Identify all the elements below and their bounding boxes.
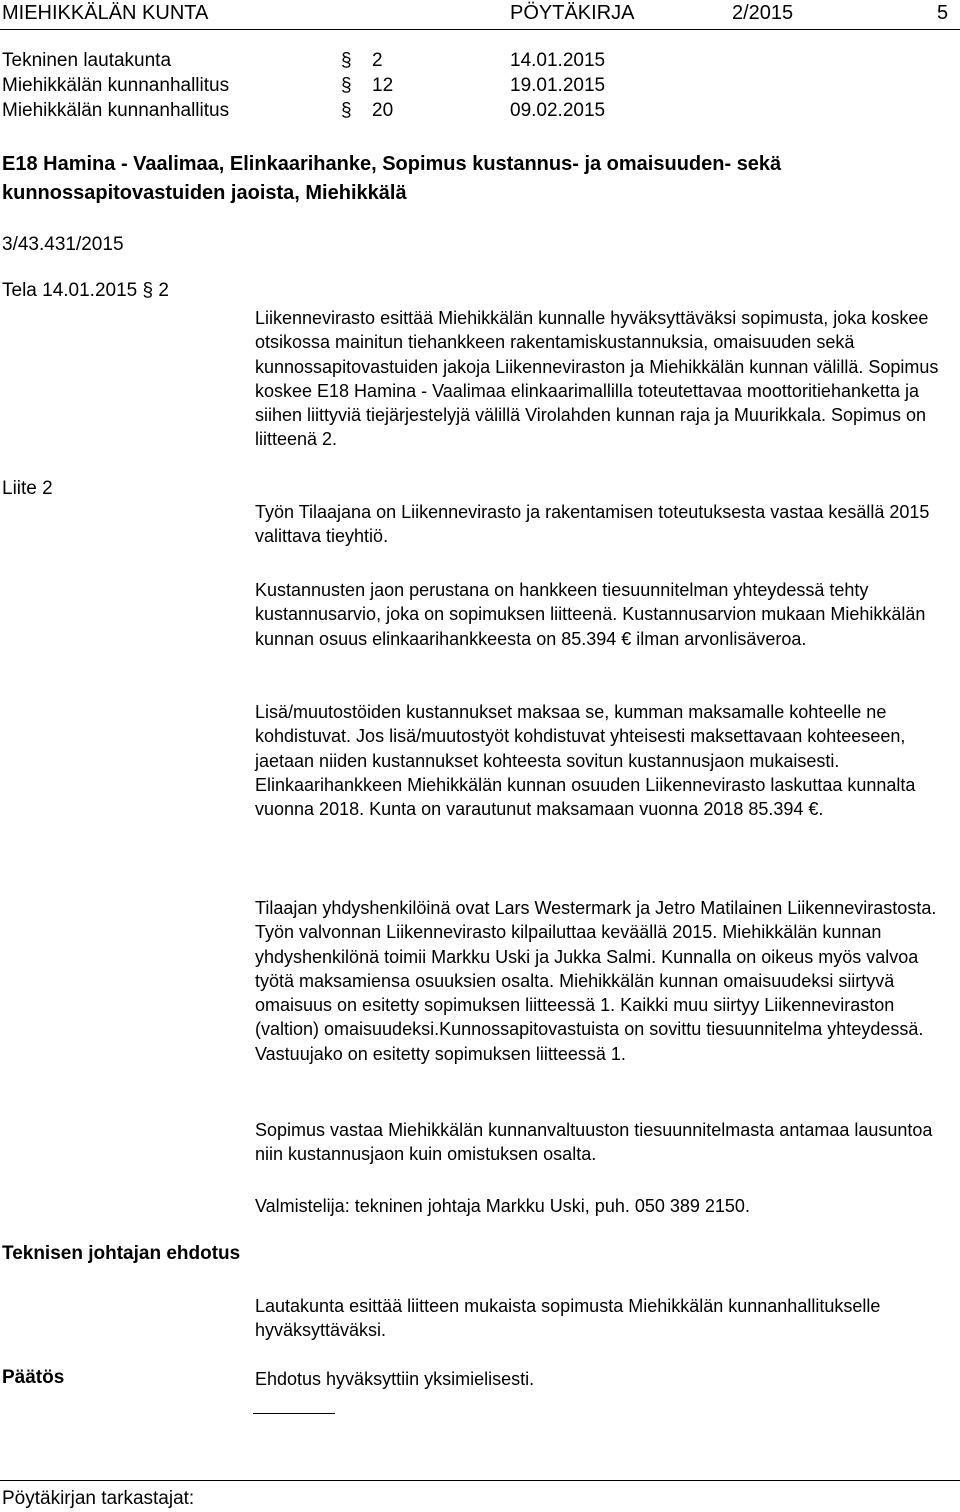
meeting-section: 20 [372,100,394,121]
decision-text: Ehdotus hyväksyttiin yksimielisesti. [255,1369,535,1389]
page-number: 5 [937,2,949,24]
paragraph-statement: Sopimus vastaa Miehikkälän kunnanvaltuuston tiesuunnitelmasta antamaa lausuntoa niin kustannusjaon kuin omistuksen osalta. [255,1120,933,1165]
record-number: 3/43.431/2015 [2,234,124,255]
header-rule [0,29,960,30]
meeting-body: Miehikkälän kunnanhallitus [2,75,230,96]
meeting-date: 14.01.2015 [510,50,606,71]
proposal-text: Lautakunta esittää liitteen mukaista sopimusta Miehikkälän kunnanhallitukselle hyväksyttäväksi. [255,1296,881,1341]
tela-label: Tela 14.01.2015 [2,280,138,301]
meeting-date: 19.01.2015 [510,75,606,96]
tela-reference [2,280,169,302]
meeting-section: 12 [372,75,394,96]
section-sign: § [341,50,352,71]
decision-label: Päätös [2,1367,65,1388]
attachment-label: Liite 2 [2,478,53,499]
organization-name: MIEHIKKÄLÄN KUNTA [2,2,209,24]
paragraph-preparer: Valmistelija: tekninen johtaja Markku Uski, puh. 050 389 2150. [255,1196,750,1216]
issue-number: 2/2015 [732,2,794,24]
proposal-label: Teknisen johtajan ehdotus [2,1243,241,1264]
paragraph-cost-basis: Kustannusten jaon perustana on hankkeen tiesuunnitelman yhteydessä tehty kustannusarvio, joka on sopimuksen liitteenä. Kustannusarvion mukaan Miehikkälän kunnan osuus elinkaarihankkeesta on 85.394 € ilman arvonlisäveroa. [255,580,926,649]
section-sign: § [341,100,352,121]
minutes-inspectors-label: Pöytäkirjan tarkastajat: [2,1488,195,1509]
meeting-section: 2 [372,50,383,71]
footer-rule [0,1480,960,1481]
meeting-body: Tekninen lautakunta [2,50,172,71]
paragraph-proposal-intro: Liikennevirasto esittää Miehikkälän kunnalle hyväksyttäväksi sopimusta, joka koskee otsikossa mainitun tiehankkeen rakentamiskustannuksia, omaisuuden sekä kunnossapitovastuiden jakoja Liikenneviraston ja Miehikkälän kunnan välillä. Sopimus koskee E18 Hamina - Vaalimaa elinkaarimallilla toteutettavaa moottoritiehanketta ja siihen liittyviä tiejärjestelyjä välillä Virolahden kunnan raja ja Muurikkala. Sopimus on liitteenä 2. [255,308,939,450]
paragraph-extra-work: Lisä/muutostöiden kustannukset maksaa se, kumman maksamalle kohteelle ne kohdistuvat. Jos lisä/muutostyöt kohdistuvat yhteisesti maksettavaan kohteeseen, jaetaan niiden kustannukset kohteesta sovitun kustannusjaon mukaisesti. Elinkaarihankkeen Miehikkälän kunnan osuuden Liikennevirasto laskuttaa kunnalta vuonna 2018. Kunta on varautunut maksamaan vuonna 2018 85.394 €. [255,702,916,820]
document-title: E18 Hamina - Vaalimaa, Elinkaarihanke, Sopimus kustannus- ja omaisuuden- sekä kunnossapitovastuiden jaoista, Miehikkälä [2,153,782,204]
document-type: PÖYTÄKIRJA [510,2,635,24]
paragraph-orderer: Työn Tilaajana on Liikennevirasto ja rakentamisen toteutuksesta vastaa kesällä 2015 valittava tieyhtiö. [255,502,930,547]
decision-underline [253,1413,335,1414]
meeting-body: Miehikkälän kunnanhallitus [2,100,230,121]
meeting-date: 09.02.2015 [510,100,606,121]
paragraph-contacts: Tilaajan yhdyshenkilöinä ovat Lars Westermark ja Jetro Matilainen Liikennevirastosta. Työn valvonnan Liikennevirasto kilpailuttaa keväällä 2015. Miehikkälän kunnan yhdyshenkilönä toimii Markku Uski ja Jukka Salmi. Kunnalla on oikeus myös valvoa työtä maksamiensa osuuksien osalta. Miehikkälän kunnan omaisuudeksi siirtyvä omaisuus on esitetty sopimuksen liitteessä 1. Kaikki muu siirtyy Liikenneviraston (valtion) omaisuudeksi.Kunnossapitovastuista on sovittu tiesuunnitelma yhteydessä. Vastuujako on esitetty sopimuksen liitteessä 1. [255,898,937,1064]
section-sign: § [341,75,352,96]
section-sign: § [142,280,154,301]
tela-section: 2 [158,280,169,301]
